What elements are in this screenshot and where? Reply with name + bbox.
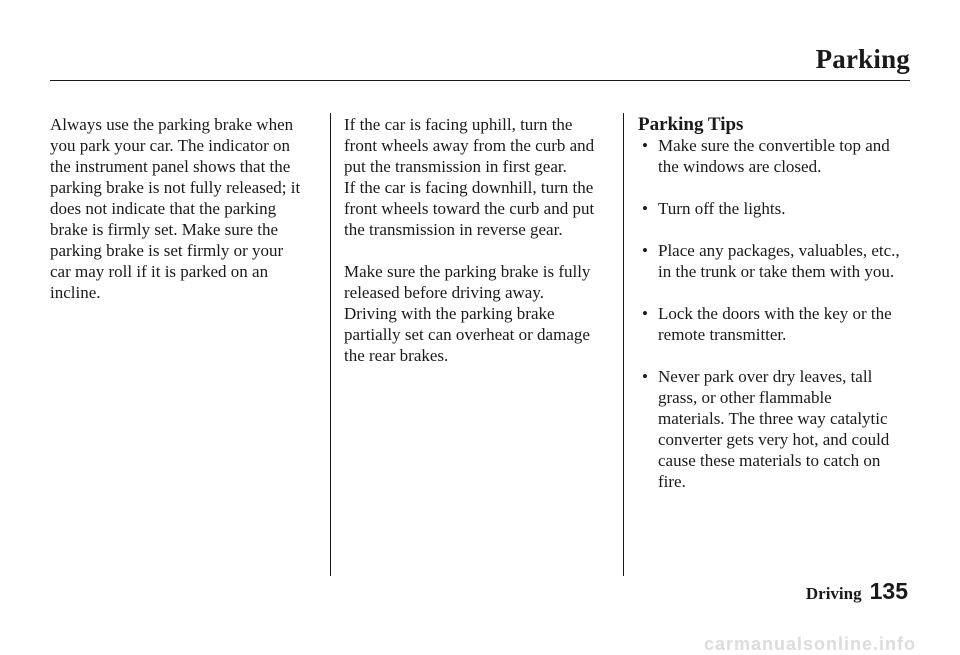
- section-heading: Parking Tips: [638, 114, 744, 135]
- list-item: • Make sure the convertible top and the windows are closed.: [638, 135, 913, 177]
- page-title: Parking: [815, 44, 910, 74]
- paragraph-hill-parking: If the car is facing uphill, turn the front wheels away from the curb and put the transmission in first gear. If the car is facing downhill, turn the front wheels toward the curb and put the transmission in reverse gear.: [344, 115, 595, 239]
- list-item: • Lock the doors with the key or the remote transmitter.: [638, 303, 913, 345]
- column-3: [638, 114, 913, 513]
- header-rule: [50, 80, 910, 81]
- list-item: • Place any packages, valuables, etc., in the trunk or take them with you.: [638, 240, 913, 282]
- tips-list: [638, 135, 913, 492]
- paragraph-parking-brake: Always use the parking brake when you park your car. The indicator on the instrument panel shows that the parking brake is not fully released; it does not indicate that the parking brake is firmly set. Make sure the parking brake is set firmly or your car may roll if it is parked on an incline.: [50, 115, 301, 302]
- watermark: carmanualsonline.info: [703, 634, 916, 654]
- column-1: [50, 114, 312, 324]
- column-divider-2: [623, 113, 624, 576]
- footer-section-label: Driving: [805, 584, 862, 603]
- page-footer: [806, 578, 908, 605]
- list-item: • Turn off the lights.: [638, 198, 913, 219]
- page-number: 135: [869, 578, 908, 604]
- column-2: [344, 114, 609, 387]
- list-item: • Never park over dry leaves, tall grass, or other flammable materials. The three way catalytic converter gets very hot, and could cause these materials to catch on fire.: [638, 366, 913, 492]
- column-divider-1: [330, 113, 331, 576]
- paragraph-brake-release: Make sure the parking brake is fully released before driving away. Driving with the parking brake partially set can overheat or damage the rear brakes.: [344, 262, 591, 365]
